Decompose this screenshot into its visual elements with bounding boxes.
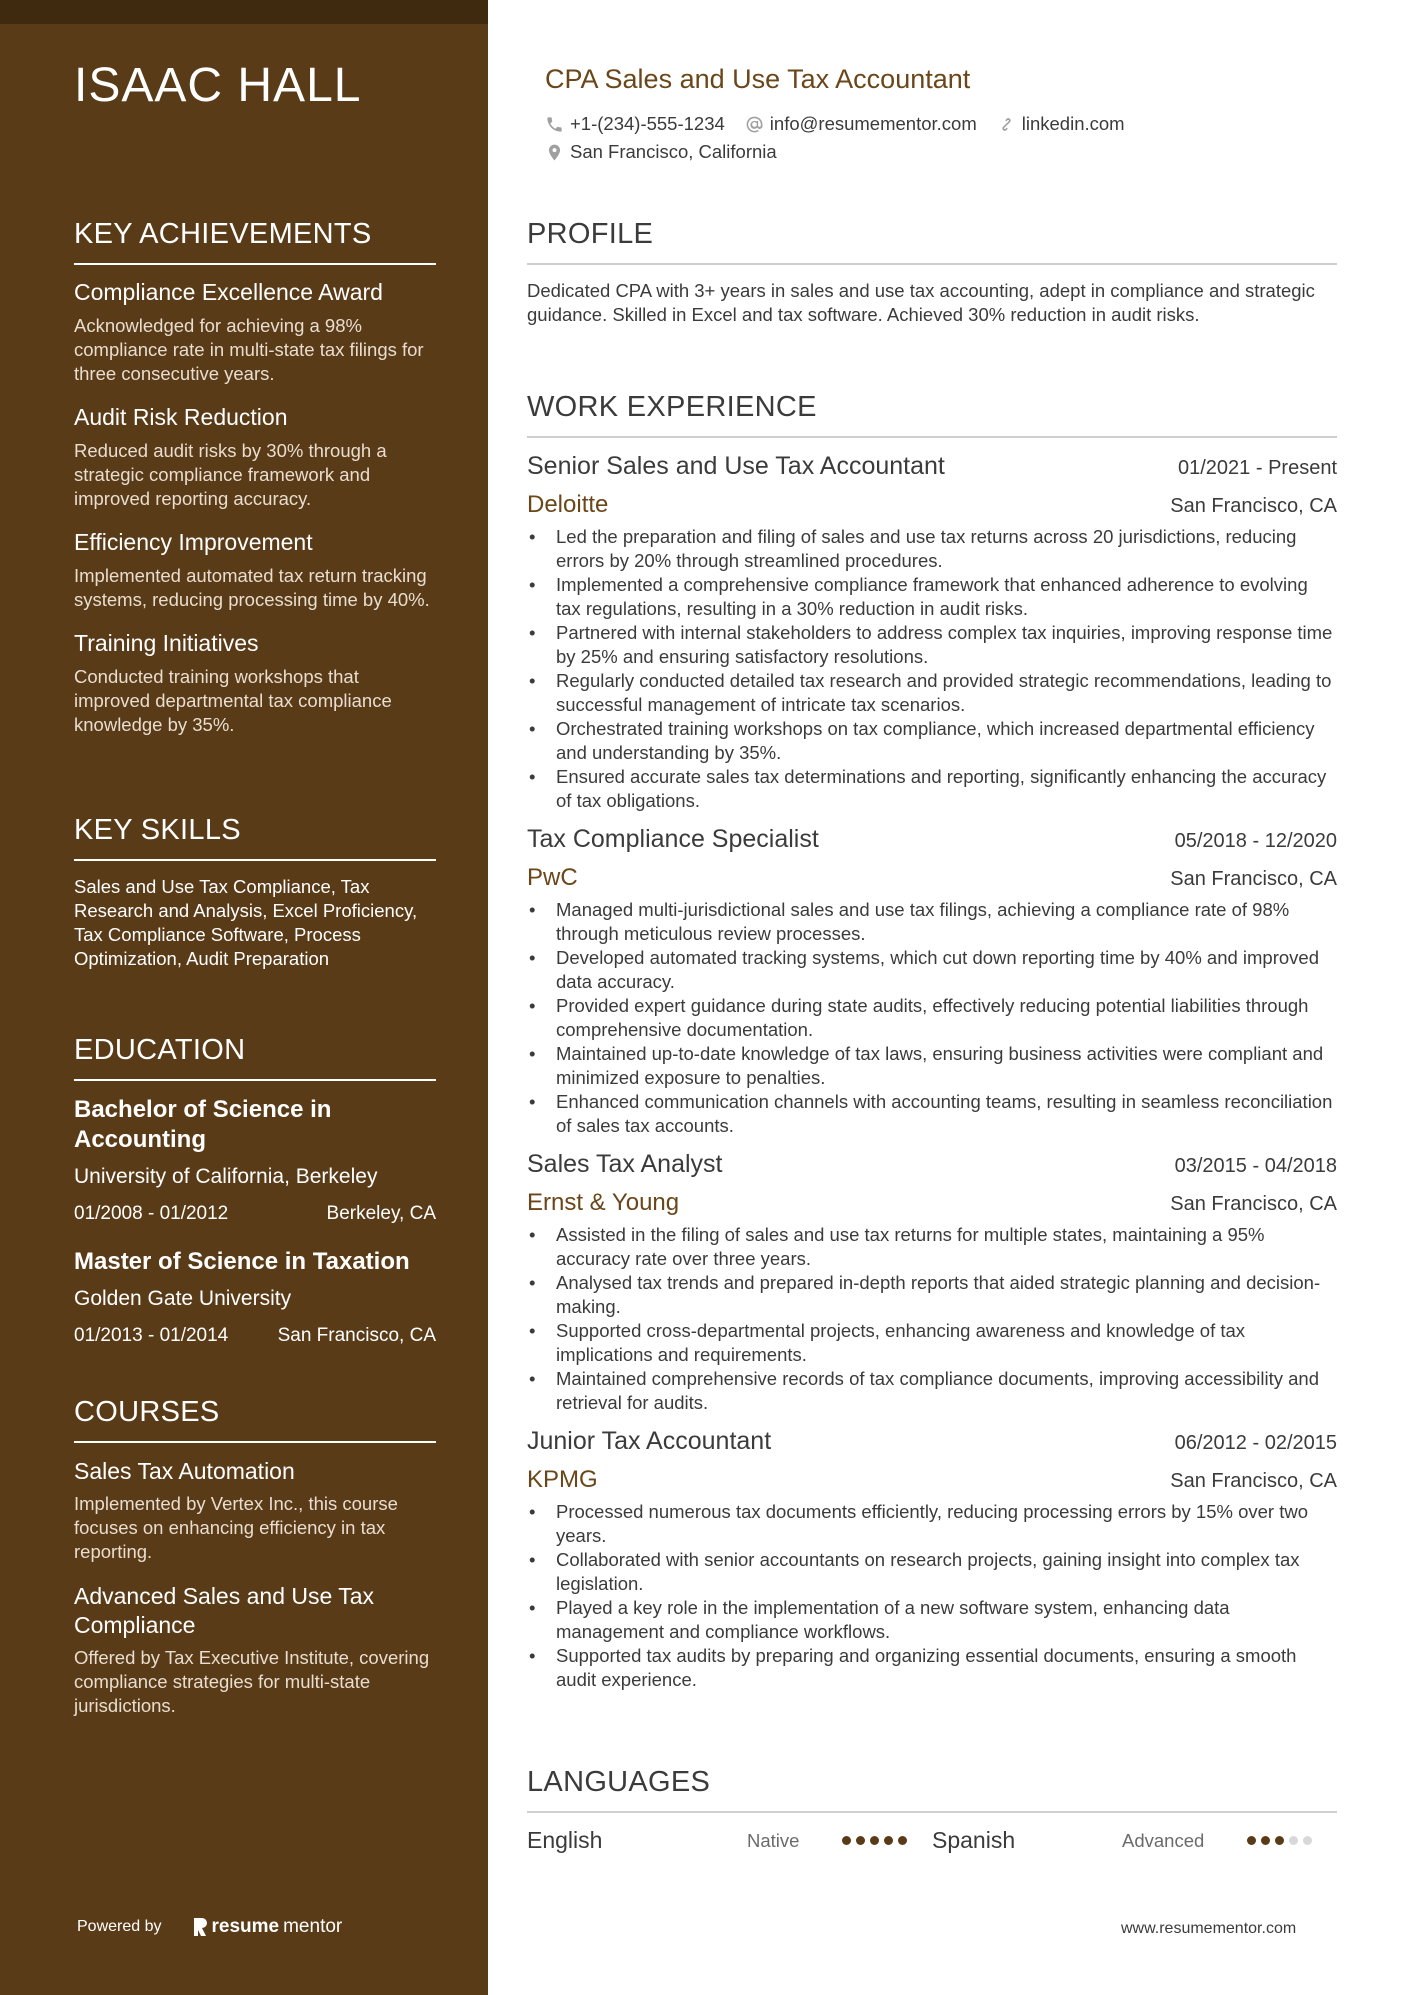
achievement-desc: Implemented automated tax return tracking systems, reducing processing time by 40%. <box>74 565 430 610</box>
job-bullet: • Enhanced communication channels with accounting teams, resulting in seamless reconciliation of sales tax accounts. <box>527 1090 1337 1138</box>
powered-by <box>77 1916 342 1938</box>
job-bullets <box>527 1223 1337 1415</box>
experience-section <box>527 391 1337 1704</box>
job-bullet: • Regularly conducted detailed tax research and provided strategic recommendations, leading to successful management of intricate tax scenarios. <box>527 669 1337 717</box>
job-bullet: • Ensured accurate sales tax determinations and reporting, significantly enhancing the accuracy of tax obligations. <box>527 765 1337 813</box>
language-item <box>527 1827 932 1854</box>
language-rating <box>842 1836 907 1845</box>
contact-email[interactable] <box>745 113 977 135</box>
job-bullet: • Orchestrated training workshops on tax compliance, which increased departmental efficiency and understanding by 35%. <box>527 717 1337 765</box>
achievement-desc: Acknowledged for achieving a 98% compliance rate in multi-state tax filings for three consecutive years. <box>74 315 424 384</box>
job-dates: 06/2012 - 02/2015 <box>1174 1432 1337 1454</box>
education-degree: Bachelor of Science in Accounting <box>74 1096 332 1153</box>
languages-heading: LANGUAGES <box>527 1766 1337 1813</box>
job-entry <box>527 452 1337 813</box>
achievements-section <box>74 218 436 755</box>
job-company: Ernst & Young <box>527 1189 680 1216</box>
education-dates: 01/2013 - 01/2014 <box>74 1325 229 1346</box>
rating-dot-filled <box>1261 1836 1270 1845</box>
job-bullets <box>527 525 1337 813</box>
job-bullet: • Played a key role in the implementation of a new software system, enhancing data management and compliance workflows. <box>527 1596 1337 1644</box>
job-bullet: • Implemented a comprehensive compliance framework that enhanced adherence to evolving tax regulations, resulting in a 30% reduction in audit risks. <box>527 573 1337 621</box>
link-icon <box>997 115 1016 134</box>
profile-section <box>527 218 1337 327</box>
linkedin-text: linkedin.com <box>1021 113 1125 134</box>
achievement-item <box>74 630 436 737</box>
job-bullet: • Maintained up-to-date knowledge of tax laws, ensuring business activities were compliant and minimized exposure to penalties. <box>527 1042 1337 1090</box>
profile-heading: PROFILE <box>527 218 1337 265</box>
job-bullet: • Collaborated with senior accountants on research projects, gaining insight into complex tax legislation. <box>527 1548 1337 1596</box>
job-bullets <box>527 898 1337 1138</box>
education-school: Golden Gate University <box>74 1287 292 1310</box>
achievement-desc: Conducted training workshops that improved departmental tax compliance knowledge by 35%. <box>74 666 392 735</box>
rating-dot-filled <box>1275 1836 1284 1845</box>
contact-row-2 <box>545 141 777 163</box>
job-bullets <box>527 1500 1337 1692</box>
course-title: Sales Tax Automation <box>74 1458 295 1484</box>
language-level: Native <box>747 1829 800 1851</box>
job-bullet: • Led the preparation and filing of sales and use tax returns across 20 jurisdictions, reducing errors by 20% through streamlined procedures. <box>527 525 1337 573</box>
job-dates: 01/2021 - Present <box>1178 457 1337 479</box>
course-desc: Implemented by Vertex Inc., this course focuses on enhancing efficiency in tax reporting. <box>74 1493 398 1562</box>
job-location: San Francisco, CA <box>1170 495 1337 517</box>
job-dates: 03/2015 - 04/2018 <box>1174 1155 1337 1177</box>
phone-icon <box>545 115 564 134</box>
achievement-item <box>74 529 436 612</box>
skills-heading: KEY SKILLS <box>74 814 436 861</box>
experience-heading: WORK EXPERIENCE <box>527 391 1337 438</box>
job-role: Sales Tax Analyst <box>527 1150 723 1178</box>
contact-location <box>545 141 777 163</box>
rating-dot-filled <box>856 1836 865 1845</box>
brand-logo[interactable] <box>192 1916 343 1938</box>
job-bullet: • Provided expert guidance during state audits, effectively reducing potential liabilities through comprehensive documentation. <box>527 994 1337 1042</box>
contact-row-1 <box>545 113 1125 135</box>
job-location: San Francisco, CA <box>1170 1470 1337 1492</box>
job-company: Deloitte <box>527 491 609 518</box>
job-location: San Francisco, CA <box>1170 868 1337 890</box>
headline-title: CPA Sales and Use Tax Accountant <box>545 64 971 94</box>
job-company: KPMG <box>527 1466 598 1493</box>
language-name: English <box>527 1827 603 1853</box>
achievement-title: Training Initiatives <box>74 630 259 656</box>
course-item <box>74 1582 436 1718</box>
job-bullet: • Analysed tax trends and prepared in-depth reports that aided strategic planning and decision-making. <box>527 1271 1337 1319</box>
rating-dot-filled <box>898 1836 907 1845</box>
brand-bold: resume <box>211 1916 280 1937</box>
courses-section <box>74 1396 436 1736</box>
resumementor-logo-icon <box>192 1917 208 1937</box>
powered-by-label: Powered by <box>77 1918 162 1935</box>
contact-phone[interactable] <box>545 113 725 135</box>
job-bullet: • Processed numerous tax documents efficiently, reducing processing errors by 15% over two years. <box>527 1500 1337 1548</box>
job-dates: 05/2018 - 12/2020 <box>1174 830 1337 852</box>
achievements-heading: KEY ACHIEVEMENTS <box>74 218 436 265</box>
location-pin-icon <box>545 143 564 162</box>
courses-heading: COURSES <box>74 1396 436 1443</box>
sidebar <box>0 0 488 1995</box>
language-item <box>932 1827 1337 1854</box>
course-title: Advanced Sales and Use Tax Compliance <box>74 1583 375 1638</box>
achievement-title: Audit Risk Reduction <box>74 404 288 430</box>
education-meta <box>74 1203 436 1225</box>
language-name: Spanish <box>932 1827 1016 1853</box>
education-meta <box>74 1325 436 1347</box>
job-bullet: • Supported tax audits by preparing and organizing essential documents, ensuring a smooth audit experience. <box>527 1644 1337 1692</box>
job-bullet: • Assisted in the filing of sales and use tax returns for multiple states, maintaining a 95% accuracy rate over three years. <box>527 1223 1337 1271</box>
skills-section <box>74 814 436 971</box>
rating-dot-filled <box>884 1836 893 1845</box>
job-bullet: • Partnered with internal stakeholders to address complex tax inquiries, improving response time by 25% and ensuring satisfactory resolutions. <box>527 621 1337 669</box>
job-entry <box>527 825 1337 1138</box>
achievement-item <box>74 404 436 511</box>
achievement-title: Compliance Excellence Award <box>74 279 383 305</box>
education-section <box>74 1034 436 1369</box>
rating-dot-empty <box>1303 1836 1312 1845</box>
education-location: Berkeley, CA <box>326 1203 436 1224</box>
job-bullet: • Managed multi-jurisdictional sales and use tax filings, achieving a compliance rate of 98% through meticulous review processes. <box>527 898 1337 946</box>
job-role: Junior Tax Accountant <box>527 1427 772 1455</box>
job-bullet: • Maintained comprehensive records of tax compliance documents, improving accessibility and retrieval for audits. <box>527 1367 1337 1415</box>
achievement-item <box>74 279 436 386</box>
languages-section <box>527 1766 1337 1854</box>
achievement-title: Efficiency Improvement <box>74 529 313 555</box>
languages-row <box>527 1827 1337 1854</box>
phone-text: +1-(234)-555-1234 <box>570 113 725 134</box>
candidate-name: ISAAC HALL <box>74 59 362 112</box>
education-item <box>74 1247 436 1347</box>
education-school: University of California, Berkeley <box>74 1165 378 1188</box>
job-role: Tax Compliance Specialist <box>527 825 819 853</box>
education-item <box>74 1095 436 1225</box>
education-dates: 01/2008 - 01/2012 <box>74 1203 229 1224</box>
job-role: Senior Sales and Use Tax Accountant <box>527 452 945 480</box>
contact-linkedin[interactable] <box>997 113 1125 135</box>
rating-dot-filled <box>1247 1836 1256 1845</box>
rating-dot-empty <box>1289 1836 1298 1845</box>
education-location: San Francisco, CA <box>277 1325 436 1346</box>
brand-light: mentor <box>283 1916 343 1937</box>
skills-text: Sales and Use Tax Compliance, Tax Research and Analysis, Excel Proficiency, Tax Compliance Software, Process Optimization, Audit Preparation <box>74 876 418 969</box>
education-degree: Master of Science in Taxation <box>74 1248 410 1275</box>
footer-url[interactable]: www.resumementor.com <box>1121 1920 1297 1937</box>
sidebar-top-strip <box>0 0 488 24</box>
job-bullet: • Developed automated tracking systems, which cut down reporting time by 40% and improved data accuracy. <box>527 946 1337 994</box>
job-entry <box>527 1427 1337 1692</box>
at-icon <box>745 115 764 134</box>
job-entry <box>527 1150 1337 1415</box>
achievement-desc: Reduced audit risks by 30% through a strategic compliance framework and improved reporting accuracy. <box>74 440 387 509</box>
language-rating <box>1247 1836 1312 1845</box>
language-level: Advanced <box>1122 1829 1205 1851</box>
education-heading: EDUCATION <box>74 1034 436 1081</box>
rating-dot-filled <box>842 1836 851 1845</box>
job-company: PwC <box>527 864 578 891</box>
email-text: info@resumementor.com <box>769 113 977 134</box>
location-text: San Francisco, California <box>570 141 777 162</box>
rating-dot-filled <box>870 1836 879 1845</box>
profile-text: Dedicated CPA with 3+ years in sales and use tax accounting, adept in compliance and strategic guidance. Skilled in Excel and tax software. Achieved 30% reduction in audit risks. <box>527 280 1315 325</box>
job-location: San Francisco, CA <box>1170 1193 1337 1215</box>
course-desc: Offered by Tax Executive Institute, covering compliance strategies for multi-state jurisdictions. <box>74 1647 430 1716</box>
job-bullet: • Supported cross-departmental projects, enhancing awareness and knowledge of tax implications and requirements. <box>527 1319 1337 1367</box>
course-item <box>74 1457 436 1564</box>
